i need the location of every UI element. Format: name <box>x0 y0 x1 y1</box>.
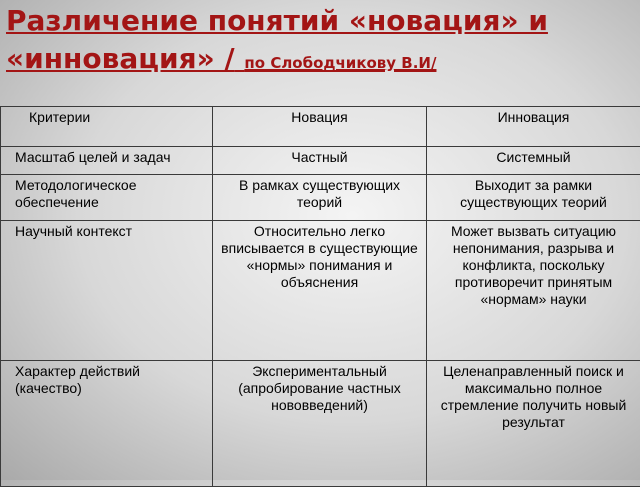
page-title <box>6 2 636 82</box>
header-novation: Новация <box>213 107 427 147</box>
innovation-cell: Системный <box>427 147 640 175</box>
table-row <box>1 221 640 361</box>
title-main: Различение понятий «новация» и «инновация» / <box>6 4 548 75</box>
table-row <box>1 361 640 487</box>
title-subtitle: по Слободчикову В.И/ <box>244 54 436 72</box>
novation-cell: В рамках существующих теорий <box>213 175 427 221</box>
table-row <box>1 175 640 221</box>
criteria-cell: Масштаб целей и задач <box>1 147 213 175</box>
comparison-table <box>0 106 640 487</box>
novation-cell: Частный <box>213 147 427 175</box>
innovation-cell: Может вызвать ситуацию непонимания, разрыва и конфликта, поскольку противоречит принятым «нормам» науки <box>427 221 640 361</box>
table-header-row <box>1 107 640 147</box>
table-row <box>1 147 640 175</box>
innovation-cell: Целенаправленный поиск и максимально полное стремление получить новый результат <box>427 361 640 487</box>
criteria-cell: Характер действий (качество) <box>1 361 213 487</box>
criteria-cell: Научный контекст <box>1 221 213 361</box>
header-innovation: Инновация <box>427 107 640 147</box>
criteria-cell: Методологическое обеспечение <box>1 175 213 221</box>
header-criteria: Критерии <box>1 107 213 147</box>
novation-cell: Экспериментальный (апробирование частных нововведений) <box>213 361 427 487</box>
innovation-cell: Выходит за рамки существующих теорий <box>427 175 640 221</box>
novation-cell: Относительно легко вписывается в существующие «нормы» понимания и объяснения <box>213 221 427 361</box>
